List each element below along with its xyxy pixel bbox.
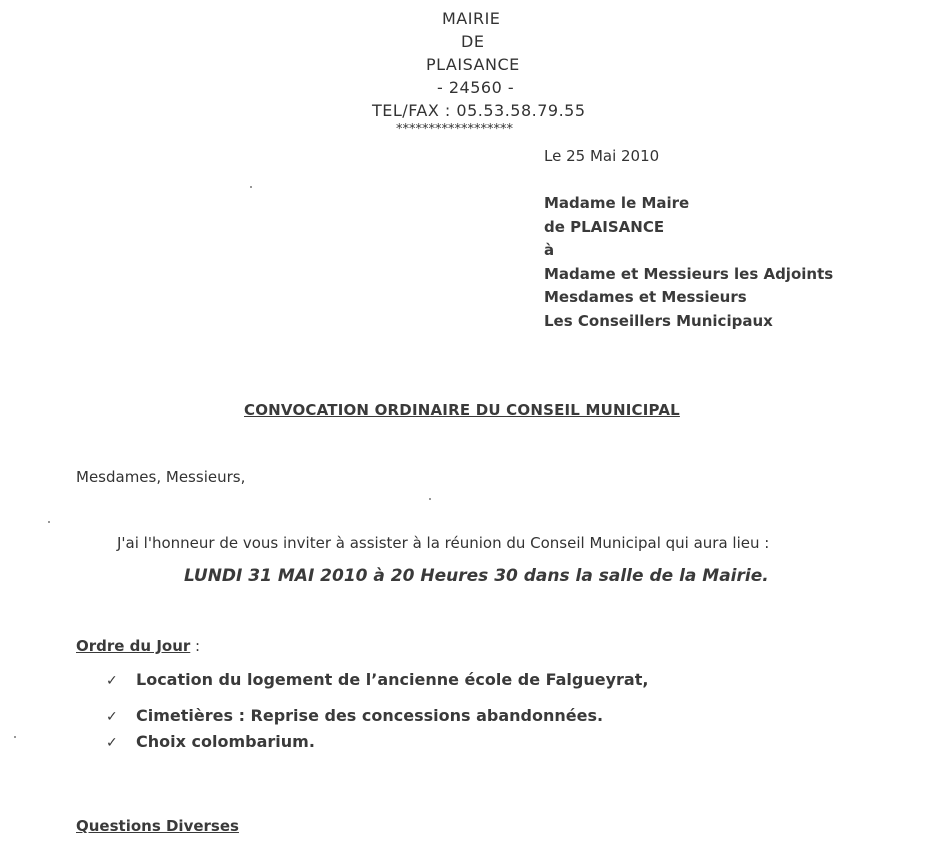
checkmark-icon: ✓ (106, 735, 118, 751)
scan-speck (14, 736, 16, 738)
agenda-item (106, 670, 648, 689)
header-stars: ****************** (396, 122, 513, 137)
sender-block (544, 192, 833, 333)
recipient-line-1: Madame et Messieurs les Adjoints (544, 264, 834, 283)
header-de: DE (461, 32, 485, 51)
header-postcode: - 24560 - (437, 78, 515, 97)
questions-label (76, 817, 239, 835)
agenda-item (106, 706, 603, 725)
salutation: Mesdames, Messieurs, (76, 468, 246, 486)
agenda-label (76, 637, 200, 655)
meeting-details: LUNDI 31 MAI 2010 à 20 Heures 30 dans la salle de la Mairie. (184, 566, 769, 586)
sender-line-2: de PLAISANCE (544, 217, 665, 236)
scan-speck (429, 498, 431, 500)
invitation-text: J'ai l'honneur de vous inviter à assister à la réunion du Conseil Municipal qui aura lieu : (117, 534, 770, 552)
header-plaisance: PLAISANCE (426, 55, 520, 74)
agenda-label-colon: : (190, 637, 201, 655)
agenda-item-text: Cimetières : Reprise des concessions abandonnées. (136, 706, 604, 725)
questions-label-text: Questions Diverses (76, 817, 239, 835)
recipient-line-3: Les Conseillers Municipaux (544, 311, 773, 330)
header-mairie: MAIRIE (442, 9, 501, 28)
scan-speck (250, 186, 252, 188)
sender-line-1: Madame le Maire (544, 194, 690, 212)
checkmark-icon: ✓ (106, 709, 118, 725)
agenda-item-text: Location du logement de l’ancienne école de Falgueyrat, (136, 670, 649, 689)
sender-line-3: à (544, 241, 555, 259)
header-telfax: TEL/FAX : 05.53.58.79.55 (372, 101, 586, 120)
agenda-item (106, 732, 315, 751)
scan-speck (48, 521, 50, 523)
letter-date: Le 25 Mai 2010 (544, 147, 660, 165)
agenda-label-text: Ordre du Jour (76, 637, 191, 655)
agenda-item-text: Choix colombarium. (136, 732, 315, 751)
checkmark-icon: ✓ (106, 673, 118, 689)
recipient-line-2: Mesdames et Messieurs (544, 288, 747, 306)
document-title: CONVOCATION ORDINAIRE DU CONSEIL MUNICIPAL (244, 401, 680, 419)
